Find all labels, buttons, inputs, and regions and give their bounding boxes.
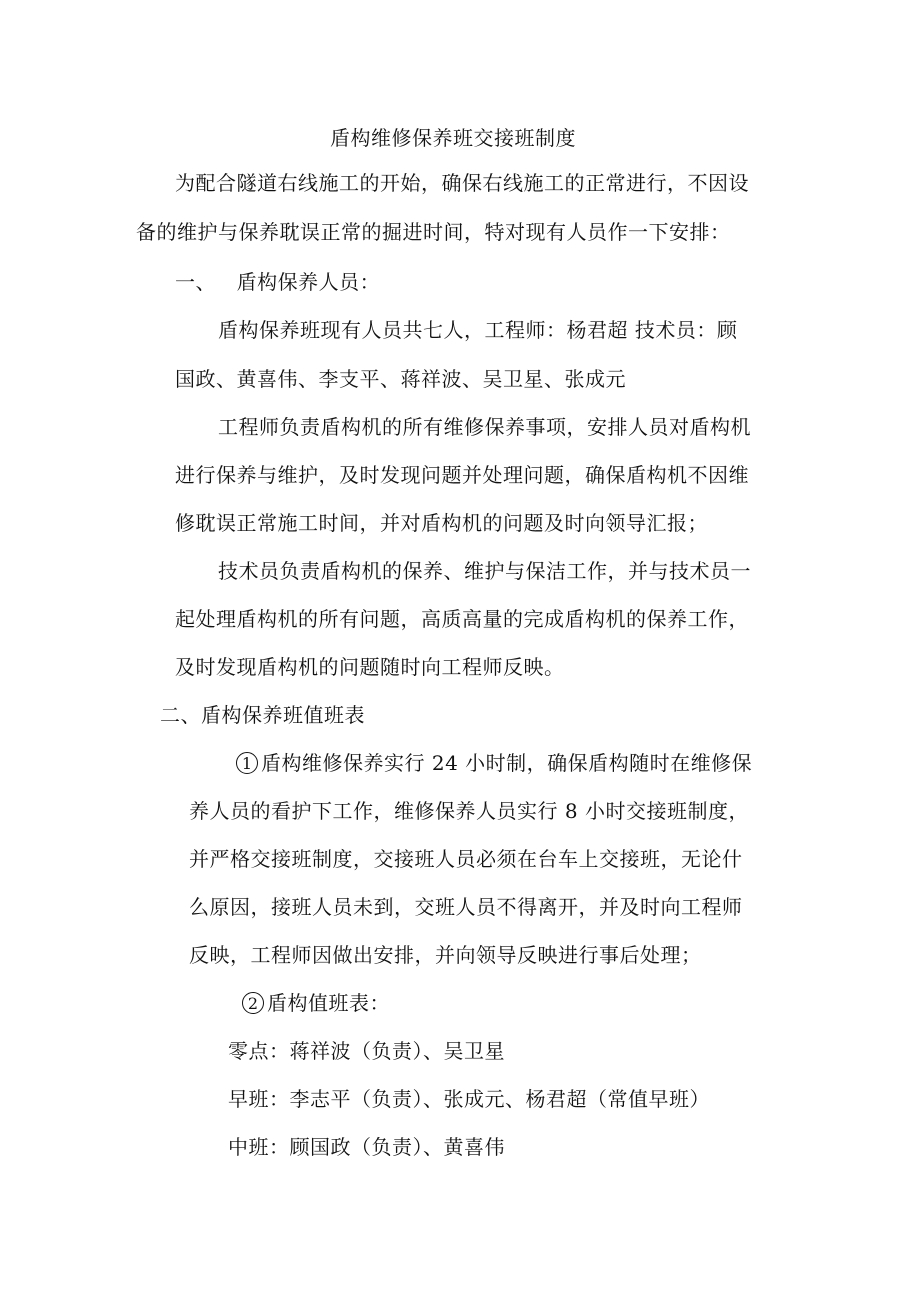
shift-zero: 零点：蒋祥波（负责）、吴卫星	[228, 1039, 505, 1063]
circled-number-1: 1	[236, 752, 258, 774]
section2-item1-line-1	[236, 751, 752, 775]
section1-p1-line-2: 国政、黄喜伟、李支平、蒋祥波、吴卫星、张成元	[175, 367, 626, 391]
section2-heading: 二、盾构保养班值班表	[160, 703, 365, 727]
section1-p2-line-1: 工程师负责盾构机的所有维修保养事项，安排人员对盾构机	[218, 415, 751, 439]
section2-item1-line-4: 么原因，接班人员未到，交班人员不得离开，并及时向工程师	[189, 895, 743, 919]
shift-middle: 中班：顾国政（负责）、黄喜伟	[228, 1135, 505, 1159]
section2-item2	[242, 991, 390, 1015]
section2-item1-line-3: 并严格交接班制度，交接班人员必须在台车上交接班，无论什	[189, 847, 743, 871]
section1-p3-line-3: 及时发现盾构机的问题随时向工程师反映。	[175, 655, 565, 679]
section1-p3-line-1: 技术员负责盾构机的保养、维护与保洁工作，并与技术员一	[218, 559, 751, 583]
section1-p1-line-1: 盾构保养班现有人员共七人，工程师：杨君超 技术员：顾	[218, 318, 738, 342]
shift-morning: 早班：李志平（负责）、张成元、杨君超（常值早班）	[228, 1087, 710, 1111]
intro-line-1: 为配合隧道右线施工的开始，确保右线施工的正常进行，不因设	[175, 171, 749, 195]
section2-item1-line-5: 反映，工程师因做出安排，并向领导反映进行事后处理；	[189, 943, 702, 967]
circled-number-2: 2	[242, 992, 264, 1014]
section1-p3-line-2: 起处理盾构机的所有问题，高质高量的完成盾构机的保养工作，	[175, 607, 749, 631]
section1-p2-line-2: 进行保养与维护，及时发现问题并处理问题，确保盾构机不因维	[175, 463, 749, 487]
section1-heading: 一、 盾构保养人员：	[175, 270, 381, 294]
intro-line-2: 备的维护与保养耽误正常的掘进时间，特对现有人员作一下安排：	[136, 220, 731, 244]
document-title: 盾构维修保养班交接班制度	[330, 126, 576, 150]
section1-p2-line-3: 修耽误正常施工时间，并对盾构机的问题及时向领导汇报；	[175, 511, 708, 535]
item1-text: 盾构维修保养实行 24 小时制，确保盾构随时在维修保	[261, 751, 753, 775]
section2-item1-line-2: 养人员的看护下工作，维修保养人员实行 8 小时交接班制度，	[189, 799, 749, 823]
item2-label: 盾构值班表：	[267, 991, 390, 1015]
